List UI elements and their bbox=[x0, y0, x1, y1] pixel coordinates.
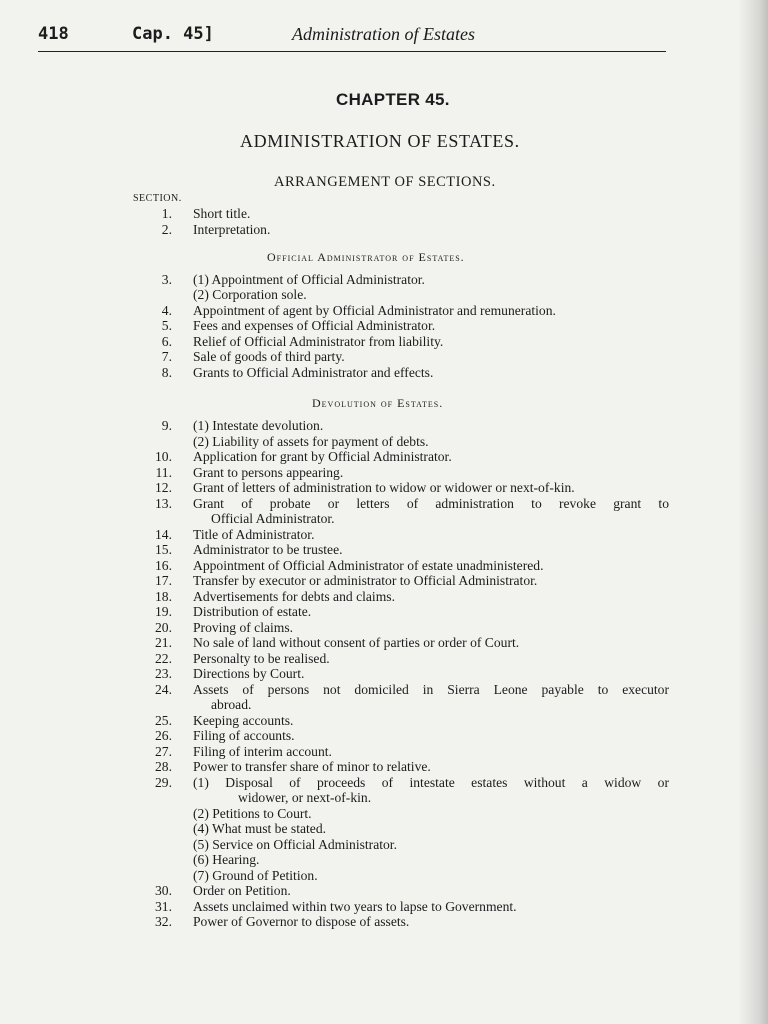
section-title: No sale of land without consent of parties or order of Court. bbox=[193, 635, 520, 650]
section-title: Grant of letters of administration to widow or widower or next-of-kin. bbox=[193, 480, 575, 495]
section-number: 3. bbox=[161, 272, 172, 287]
section-number: 21. bbox=[155, 635, 172, 650]
section-number: 17. bbox=[155, 573, 172, 588]
section-title: Official Administrator. bbox=[211, 511, 335, 526]
section-title: Administrator to be trustee. bbox=[193, 542, 343, 557]
section-title: Sale of goods of third party. bbox=[193, 349, 345, 364]
list-item bbox=[0, 697, 768, 713]
section-number: 28. bbox=[155, 759, 172, 774]
list-item bbox=[0, 434, 768, 450]
section-title: (1) Appointment of Official Administrator. bbox=[193, 272, 425, 287]
list-item bbox=[0, 206, 768, 222]
section-title: Grant of probate or letters of administration to revoke grant to bbox=[193, 496, 669, 511]
section-number: 2. bbox=[161, 222, 172, 237]
section-title: widower, or next-of-kin. bbox=[238, 790, 372, 805]
list-item bbox=[0, 790, 768, 806]
list-item bbox=[0, 883, 768, 899]
section-title: (2) Petitions to Court. bbox=[193, 806, 312, 821]
section-title: Personalty to be realised. bbox=[193, 651, 330, 666]
section-number: 12. bbox=[155, 480, 172, 495]
list-item bbox=[0, 272, 768, 288]
list-item bbox=[0, 775, 768, 791]
list-item bbox=[0, 868, 768, 884]
list-item bbox=[0, 682, 768, 698]
list-item bbox=[0, 728, 768, 744]
section-title: (1) Disposal of proceeds of intestate estates without a widow or bbox=[193, 775, 669, 790]
section-title: Fees and expenses of Official Administrator. bbox=[193, 318, 436, 333]
section-number: 20. bbox=[155, 620, 172, 635]
section-number: 13. bbox=[155, 496, 172, 511]
list-item bbox=[0, 806, 768, 822]
list-item bbox=[0, 287, 768, 303]
section-title: Relief of Official Administrator from liability. bbox=[193, 334, 444, 349]
chapter-heading: CHAPTER 45. bbox=[336, 90, 450, 109]
list-item bbox=[0, 759, 768, 775]
list-item bbox=[0, 589, 768, 605]
section-number: 19. bbox=[155, 604, 172, 619]
list-item bbox=[0, 620, 768, 636]
list-item bbox=[0, 418, 768, 434]
section-column-label: SECTION. bbox=[133, 193, 182, 204]
section-number: 29. bbox=[155, 775, 172, 790]
list-item bbox=[0, 744, 768, 760]
section-title: Short title. bbox=[193, 206, 251, 221]
section-title: Assets unclaimed within two years to lapse to Government. bbox=[193, 899, 517, 914]
list-item bbox=[0, 821, 768, 837]
list-item bbox=[0, 604, 768, 620]
section-number: 18. bbox=[155, 589, 172, 604]
list-item bbox=[0, 852, 768, 868]
section-number: 10. bbox=[155, 449, 172, 464]
section-number: 8. bbox=[161, 365, 172, 380]
section-number: 1. bbox=[161, 206, 172, 221]
section-title: Advertisements for debts and claims. bbox=[193, 589, 395, 604]
section-title: abroad. bbox=[211, 697, 252, 712]
list-item bbox=[0, 527, 768, 543]
section-number: 25. bbox=[155, 713, 172, 728]
section-title: (4) What must be stated. bbox=[193, 821, 327, 836]
section-title: Assets of persons not domiciled in Sierra Leone payable to executor bbox=[193, 682, 669, 697]
group-heading-devolution: Devolution of Estates. bbox=[312, 396, 444, 410]
list-item bbox=[0, 837, 768, 853]
list-item bbox=[0, 914, 768, 930]
section-title: Appointment of agent by Official Administrator and remuneration. bbox=[193, 303, 556, 318]
list-item bbox=[0, 651, 768, 667]
section-number: 31. bbox=[155, 899, 172, 914]
header-rule bbox=[38, 51, 666, 52]
section-number: 30. bbox=[155, 883, 172, 898]
section-number: 11. bbox=[155, 465, 172, 480]
section-number: 27. bbox=[155, 744, 172, 759]
list-item bbox=[0, 573, 768, 589]
section-title: (5) Service on Official Administrator. bbox=[193, 837, 397, 852]
list-item bbox=[0, 496, 768, 512]
chapter-reference: Cap. 45] bbox=[132, 24, 214, 44]
list-item bbox=[0, 303, 768, 319]
section-title: Appointment of Official Administrator of estate unadministered. bbox=[193, 558, 544, 573]
section-title: Distribution of estate. bbox=[193, 604, 312, 619]
section-title: Title of Administrator. bbox=[193, 527, 315, 542]
list-item bbox=[0, 558, 768, 574]
section-number: 15. bbox=[155, 542, 172, 557]
section-number: 9. bbox=[161, 418, 172, 433]
section-number: 24. bbox=[155, 682, 172, 697]
section-title: Power of Governor to dispose of assets. bbox=[193, 914, 410, 929]
page-number: 418 bbox=[38, 24, 69, 44]
section-title: (6) Hearing. bbox=[193, 852, 260, 867]
running-header bbox=[0, 24, 768, 48]
section-number: 16. bbox=[155, 558, 172, 573]
list-item bbox=[0, 465, 768, 481]
section-title: (7) Ground of Petition. bbox=[193, 868, 318, 883]
section-number: 22. bbox=[155, 651, 172, 666]
section-number: 14. bbox=[155, 527, 172, 542]
list-item bbox=[0, 542, 768, 558]
section-number: 26. bbox=[155, 728, 172, 743]
section-title: (2) Liability of assets for payment of debts. bbox=[193, 434, 429, 449]
list-item bbox=[0, 713, 768, 729]
section-title: Grant to persons appearing. bbox=[193, 465, 344, 480]
list-item bbox=[0, 222, 768, 238]
section-title: Transfer by executor or administrator to Official Administrator. bbox=[193, 573, 538, 588]
section-title: Grants to Official Administrator and effects. bbox=[193, 365, 434, 380]
section-title: Application for grant by Official Administrator. bbox=[193, 449, 452, 464]
list-item bbox=[0, 899, 768, 915]
list-item bbox=[0, 511, 768, 527]
section-title: Filing of accounts. bbox=[193, 728, 295, 743]
list-item bbox=[0, 334, 768, 350]
document-title: ADMINISTRATION OF ESTATES. bbox=[240, 131, 520, 151]
list-item bbox=[0, 349, 768, 365]
arrangement-heading: ARRANGEMENT OF SECTIONS. bbox=[274, 174, 496, 190]
section-title: Interpretation. bbox=[193, 222, 271, 237]
section-title: Filing of interim account. bbox=[193, 744, 332, 759]
section-number: 7. bbox=[161, 349, 172, 364]
section-number: 6. bbox=[161, 334, 172, 349]
section-number: 32. bbox=[155, 914, 172, 929]
section-number: 23. bbox=[155, 666, 172, 681]
section-title: Keeping accounts. bbox=[193, 713, 294, 728]
group-heading-official-administrator: Official Administrator of Estates. bbox=[267, 250, 465, 264]
list-item bbox=[0, 666, 768, 682]
list-item bbox=[0, 480, 768, 496]
section-title: Order on Petition. bbox=[193, 883, 291, 898]
list-item bbox=[0, 635, 768, 651]
running-title: Administration of Estates bbox=[292, 24, 476, 44]
section-title: Proving of claims. bbox=[193, 620, 294, 635]
list-item bbox=[0, 365, 768, 381]
section-title: Power to transfer share of minor to relative. bbox=[193, 759, 431, 774]
section-title: Directions by Court. bbox=[193, 666, 305, 681]
list-item bbox=[0, 449, 768, 465]
list-item bbox=[0, 318, 768, 334]
section-number: 4. bbox=[161, 303, 172, 318]
section-number: 5. bbox=[161, 318, 172, 333]
section-title: (2) Corporation sole. bbox=[193, 287, 307, 302]
section-title: (1) Intestate devolution. bbox=[193, 418, 324, 433]
